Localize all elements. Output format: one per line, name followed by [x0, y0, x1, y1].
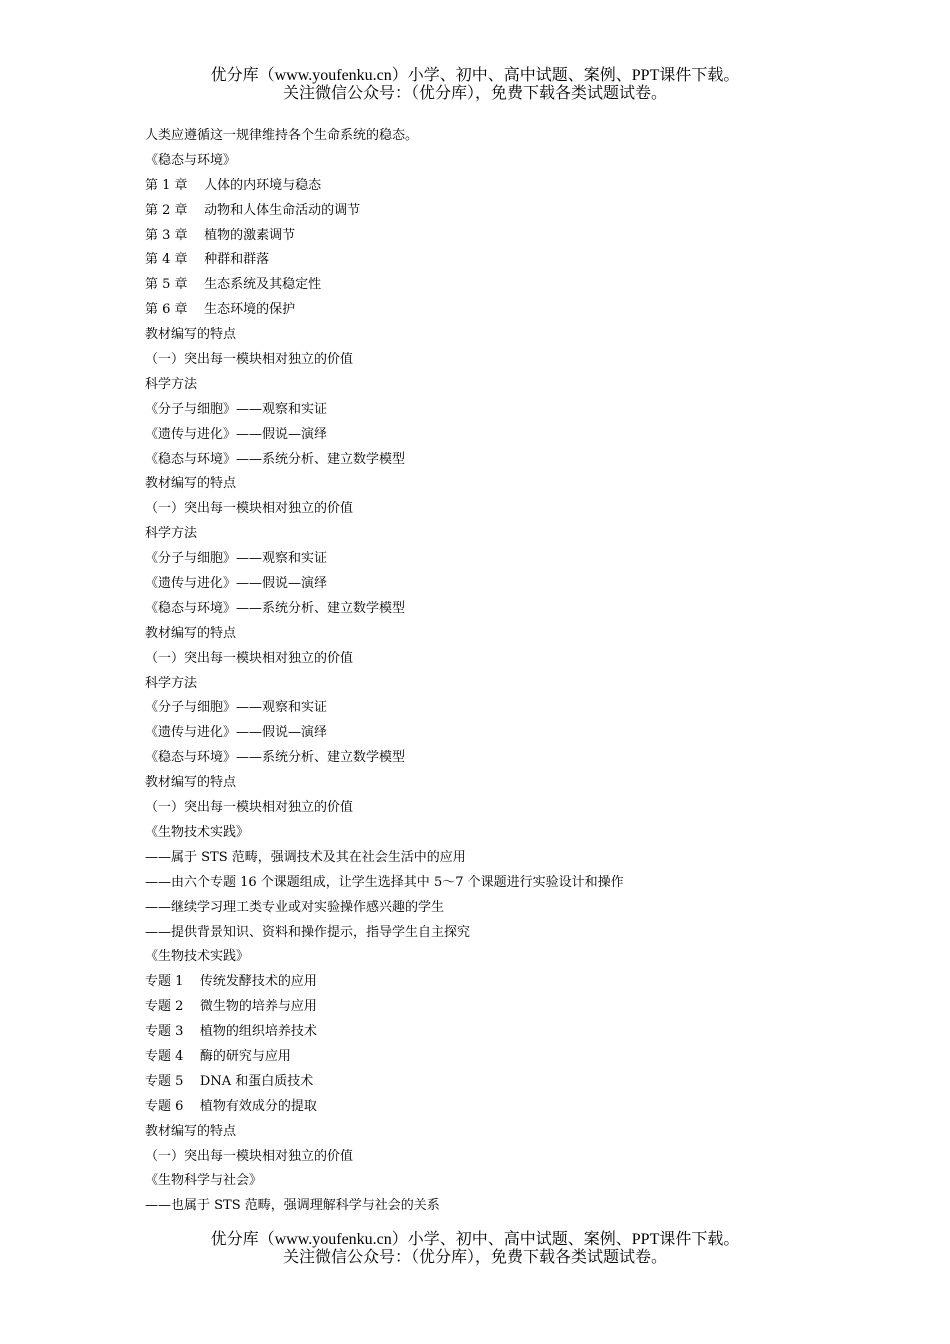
body-line: 《遗传与进化》——假说—演绎 — [145, 725, 328, 741]
body-line: 专题 4 酶的研究与应用 — [145, 1048, 291, 1064]
body-line: 《稳态与环境》——系统分析、建立数学模型 — [145, 600, 406, 616]
body-line: 教材编写的特点 — [145, 625, 237, 641]
body-line: 教材编写的特点 — [145, 327, 237, 343]
header-line-1: 优分库（www.youfenku.cn）小学、初中、高中试题、案例、PPT课件下载。 — [210, 67, 740, 84]
body-line: ——由六个专题 16 个课题组成，让学生选择其中 5～7 个课题进行实验设计和操作 — [145, 874, 624, 890]
body-line: 《稳态与环境》——系统分析、建立数学模型 — [145, 451, 406, 467]
footer-line-1: 优分库（www.youfenku.cn）小学、初中、高中试题、案例、PPT课件下载。 — [210, 1231, 740, 1248]
body-line: 《稳态与环境》——系统分析、建立数学模型 — [145, 750, 406, 766]
body-line: 专题 1 传统发酵技术的应用 — [145, 974, 317, 990]
header-line-2: 关注微信公众号：（优分库），免费下载各类试题试卷。 — [282, 85, 667, 102]
body-line: （一）突出每一模块相对独立的价值 — [145, 650, 354, 666]
body-line: ——提供背景知识、资料和操作提示，指导学生自主探究 — [145, 924, 471, 940]
body-line: 教材编写的特点 — [145, 476, 237, 492]
body-line: 科学方法 — [145, 675, 198, 691]
body-line: 第 1 章 人体的内环境与稳态 — [145, 177, 322, 193]
body-line: 《生物科学与社会》 — [145, 1173, 263, 1189]
body-line: 第 4 章 种群和群落 — [145, 252, 270, 268]
body-line: 《遗传与进化》——假说—演绎 — [145, 426, 328, 442]
body-line: 教材编写的特点 — [145, 1123, 237, 1139]
body-line: 《分子与细胞》——观察和实证 — [145, 401, 328, 417]
body-line: （一）突出每一模块相对独立的价值 — [145, 352, 354, 368]
body-line: 第 5 章 生态系统及其稳定性 — [145, 277, 322, 293]
body-line: 第 3 章 植物的激素调节 — [145, 227, 296, 243]
body-line: 教材编写的特点 — [145, 775, 237, 791]
footer-line-2: 关注微信公众号：（优分库），免费下载各类试题试卷。 — [282, 1249, 667, 1266]
body-line: （一）突出每一模块相对独立的价值 — [145, 501, 354, 517]
body-line: 专题 5 DNA 和蛋白质技术 — [145, 1073, 314, 1089]
body-line: 第 6 章 生态环境的保护 — [145, 302, 296, 318]
body-line: 人类应遵循这一规律维持各个生命系统的稳态。 — [145, 128, 419, 143]
body-line: 《分子与细胞》——观察和实证 — [145, 700, 328, 716]
body-line: 《生物技术实践》 — [145, 824, 250, 840]
body-line: 第 2 章 动物和人体生命活动的调节 — [145, 202, 361, 218]
body-line: 《遗传与进化》——假说—演绎 — [145, 576, 328, 592]
body-line: 科学方法 — [145, 376, 198, 392]
body-line: （一）突出每一模块相对独立的价值 — [145, 1148, 354, 1164]
body-line: （一）突出每一模块相对独立的价值 — [145, 800, 354, 816]
body-line: ——也属于 STS 范畴，强调理解科学与社会的关系 — [145, 1198, 440, 1214]
body-line: ——继续学习理工类专业或对实验操作感兴趣的学生 — [145, 899, 445, 915]
document-body — [145, 124, 845, 1219]
body-line: ——属于 STS 范畴，强调技术及其在社会生活中的应用 — [145, 849, 466, 865]
body-line: 专题 2 微生物的培养与应用 — [145, 999, 317, 1015]
body-line: 科学方法 — [145, 526, 198, 542]
body-line: 《分子与细胞》——观察和实证 — [145, 551, 328, 567]
body-line: 专题 3 植物的组织培养技术 — [145, 1024, 317, 1040]
body-line: 专题 6 植物有效成分的提取 — [145, 1098, 317, 1114]
page-footer — [0, 1231, 950, 1267]
body-line: 《生物技术实践》 — [145, 949, 250, 965]
page-header — [0, 67, 950, 103]
body-line: 《稳态与环境》 — [145, 152, 237, 168]
